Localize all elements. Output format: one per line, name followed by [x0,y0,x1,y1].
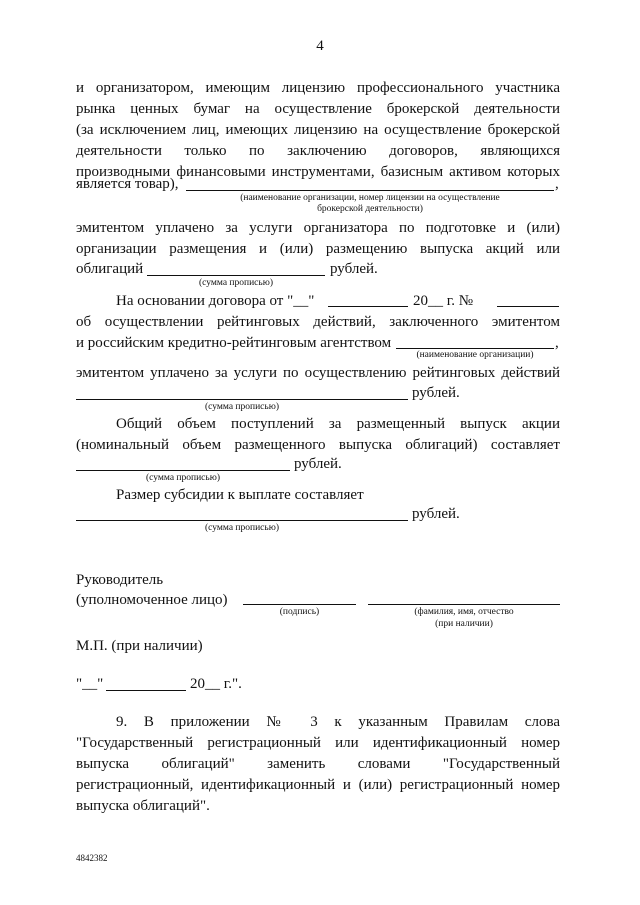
date-day: "__" [76,676,104,692]
rating-fee-caption: (сумма прописью) [205,402,279,412]
organizer-fee-caption: (сумма прописью) [199,278,273,288]
para1-line-1: и организатором, имеющим лицензию профессионального участника [76,80,560,96]
item9-line-4: регистрационный, идентификационный и (или) регистрационный номер [76,777,560,793]
total-receipts-caption: (сумма прописью) [146,473,220,483]
contract-date-label: На основании договора от "__" [116,293,315,309]
subsidy-blank-line [76,520,408,521]
item9-line-1: 9. В приложении № 3 к указанным Правилам слова [116,714,560,730]
organizer-fee-blank-line [147,275,325,276]
contract-month-blank [328,306,408,307]
signature-blank-line [243,604,356,605]
para1-line-3: (за исключением лиц, имеющих лицензию на осуществление брокерской [76,122,560,138]
item9-line-5: выпуска облигаций". [76,798,210,814]
head-title: Руководитель [76,572,164,588]
para1-line-4: деятельности только по заключению договоров, являющихся [76,143,560,159]
para4-rubles: рублей. [294,456,342,472]
item9-line-2: "Государственный регистрационный или идентификационный номер [76,735,560,751]
date-month-blank [106,690,186,691]
para3-line-4: эмитентом уплачено за услуги по осуществлению рейтинговых действий [76,365,560,381]
item9-line-3: выпуска облигаций" заменить словами "Государственный [76,756,560,772]
full-name-blank-line [368,604,560,605]
rating-fee-blank-line [76,399,408,400]
para3-line-2: об осуществлении рейтинговых действий, заключенного эмитентом [76,314,560,330]
para3-comma: , [555,335,559,351]
full-name-caption-2: (при наличии) [435,619,493,629]
para1-last-line: является товар), [76,176,179,192]
seal-label: М.П. (при наличии) [76,638,203,654]
subsidy-caption: (сумма прописью) [205,523,279,533]
full-name-caption: (фамилия, имя, отчество [414,607,514,617]
para4-line-1: Общий объем поступлений за размещенный выпуск акции [116,416,560,432]
signature-caption: (подпись) [279,607,320,617]
para1-comma: , [555,176,559,192]
authorized-person-label: (уполномоченное лицо) [76,592,228,608]
para4-line-2: (номинальный объем размещенного выпуска облигаций) составляет [76,437,560,453]
subsidy-label: Размер субсидии к выплате составляет [116,487,364,503]
para1-line-5: производными финансовыми инструментами, базисным активом которых [76,164,560,180]
para5-rubles: рублей. [412,506,460,522]
para3-rubles: рублей. [412,385,460,401]
para2-rubles: рублей. [330,261,378,277]
date-year: 20__ г.". [190,676,242,692]
organization-blank-line [186,190,554,191]
para3-line-3: и российским кредитно-рейтинговым агентством [76,335,392,351]
para2-line-2: организации размещения и (или) размещению выпуска акций или [76,241,560,257]
organization-license-caption: (наименование организации, номер лицензии на осуществление [240,193,500,203]
total-receipts-blank-line [76,470,290,471]
contract-number-blank [497,306,559,307]
footer-code: 4842382 [76,853,108,863]
organization-license-caption-2: брокерской деятельности) [317,204,423,214]
rating-agency-blank-line [396,348,554,349]
para2-line-1: эмитентом уплачено за услуги организатора по подготовке и (или) [76,220,560,236]
para1-line-2: рынка ценных бумаг на осуществление брокерской деятельности [76,101,560,117]
contract-year-label: 20__ г. № [413,293,474,309]
rating-agency-caption: (наименование организации) [416,350,534,360]
page-number: 4 [316,38,324,54]
para2-obligations: облигаций [76,261,144,277]
